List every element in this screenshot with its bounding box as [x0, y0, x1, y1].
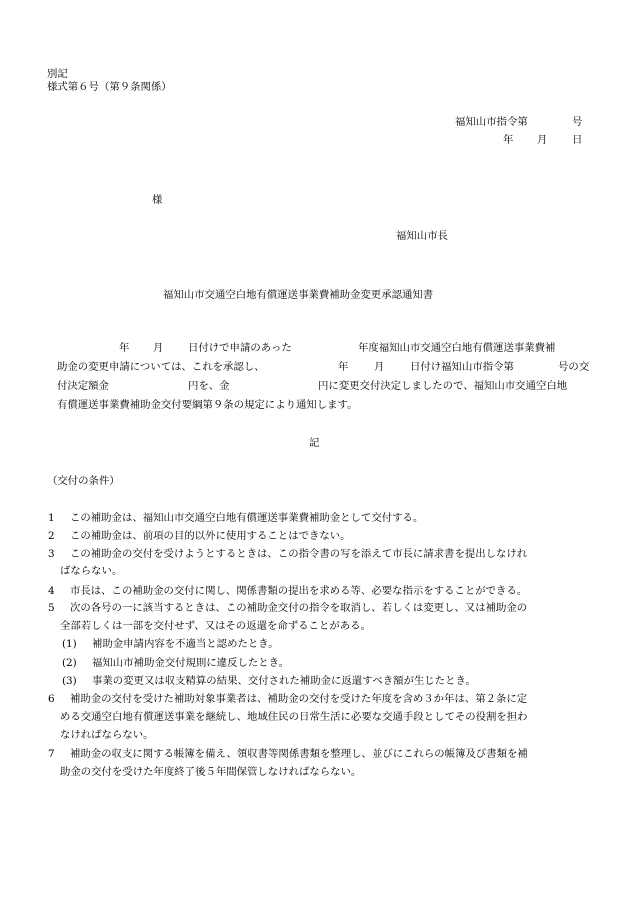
- condition-text: 市長は、この補助金の交付に関し、関係書類の提出を求める等、必要な指示をすることができる。: [70, 585, 528, 597]
- sub-item-number: (2): [62, 657, 77, 669]
- issue-date: [0, 133, 630, 147]
- condition-text: ばならない。: [60, 565, 123, 577]
- condition-text: この補助金の交付を受けようとするときは、この指令書の写を添えて市長に請求書を提出しなけれ: [70, 548, 528, 560]
- condition-text: 補助金の交付を受けた補助対象事業者は、補助金の交付を受けた年度を含め３か年は、第２条に定: [70, 693, 528, 705]
- condition-6-cont: [0, 710, 630, 724]
- conditions-heading: （交付の条件）: [47, 475, 120, 487]
- body-line-3: [0, 379, 630, 393]
- condition-text: 補助金の収支に関する帳簿を備え、領収書等関係書類を整理し、並びにこれらの帳簿及び書類を補: [70, 748, 528, 760]
- condition-text: 全部若しくは一部を交付せず、又はその返還を命ずることがある。: [60, 620, 371, 632]
- ki-marker: 記: [309, 437, 320, 449]
- condition-5-cont: [0, 619, 630, 633]
- directive-suffix: 号: [572, 116, 583, 128]
- condition-number: 7: [48, 748, 55, 760]
- addressee-honorific: 様: [152, 194, 163, 206]
- date-year: 年: [503, 134, 514, 146]
- body-year: 年: [119, 342, 130, 354]
- body-text: 円を、金: [188, 380, 230, 392]
- body-line-4: [0, 398, 630, 412]
- condition-2: [0, 529, 630, 543]
- sub-item-number: (1): [62, 638, 77, 650]
- annex-label: 別記: [47, 68, 68, 80]
- body-text: 年度福知山市交通空白地有償運送事業費補: [358, 342, 556, 354]
- sub-item-number: (3): [62, 675, 77, 687]
- body-text: 有償運送事業費補助金交付要綱第９条の規定により通知します。: [57, 399, 358, 411]
- condition-7: [0, 747, 630, 761]
- sub-item-text: 福知山市補助金交付規則に違反したとき。: [92, 657, 290, 669]
- condition-5-sub-1: [0, 637, 630, 651]
- condition-text: この補助金は、前項の目的以外に使用することはできない。: [70, 530, 351, 542]
- condition-number: 5: [48, 602, 55, 614]
- condition-5-sub-2: [0, 656, 630, 670]
- body-text: 日付け福知山市指令第: [410, 361, 514, 373]
- sender-name: 福知山市長: [396, 230, 448, 242]
- sub-item-text: 補助金申請内容を不適当と認めたとき。: [92, 638, 279, 650]
- body-text: 付決定額金: [57, 380, 109, 392]
- body-month: 月: [374, 361, 385, 373]
- condition-number: 1: [48, 512, 55, 524]
- condition-6: [0, 692, 630, 706]
- date-day: 日: [572, 134, 583, 146]
- body-text: 円に変更交付決定しましたので、福知山市交通空白地: [318, 380, 568, 392]
- condition-4: [0, 584, 630, 598]
- condition-5: [0, 601, 630, 615]
- condition-5-sub-3: [0, 674, 630, 688]
- condition-text: 次の各号の一に該当するときは、この補助金交付の指令を取消し、若しくは変更し、又は補助金の: [70, 602, 528, 614]
- condition-number: 4: [48, 585, 55, 597]
- body-line-2: [0, 360, 630, 374]
- body-text: 日付けで申請のあった: [188, 342, 292, 354]
- sub-item-text: 事業の変更又は収支精算の結果、交付された補助金に返還すべき額が生じたとき。: [92, 675, 476, 687]
- body-text: 号の交: [558, 361, 590, 373]
- condition-number: 2: [48, 530, 55, 542]
- condition-text: 助金の交付を受けた年度終了後５年間保管しなければならない。: [60, 766, 362, 778]
- condition-1: [0, 511, 630, 525]
- condition-7-cont: [0, 765, 630, 779]
- body-year: 年: [338, 361, 349, 373]
- condition-6-cont: [0, 728, 630, 742]
- form-number: 様式第６号（第９条関係）: [47, 81, 172, 93]
- directive-number: [0, 115, 630, 129]
- directive-prefix: 福知山市指令第: [455, 116, 528, 128]
- body-month: 月: [153, 342, 164, 354]
- condition-text: なければならない。: [60, 729, 154, 741]
- condition-3-cont: [0, 564, 630, 578]
- body-line-1: [0, 341, 630, 355]
- condition-text: める交通空白地有償運送事業を継続し、地域住民の日常生活に必要な交通手段としてその役割を担わ: [60, 711, 528, 723]
- document-title: 福知山市交通空白地有償運送事業費補助金変更承認通知書: [163, 289, 434, 301]
- body-text: 助金の変更申請については、これを承認し、: [57, 361, 265, 373]
- condition-text: この補助金は、福知山市交通空白地有償運送事業費補助金として交付する。: [70, 512, 424, 524]
- date-month: 月: [537, 134, 548, 146]
- condition-number: 3: [48, 548, 55, 560]
- condition-number: 6: [48, 693, 55, 705]
- condition-3: [0, 547, 630, 561]
